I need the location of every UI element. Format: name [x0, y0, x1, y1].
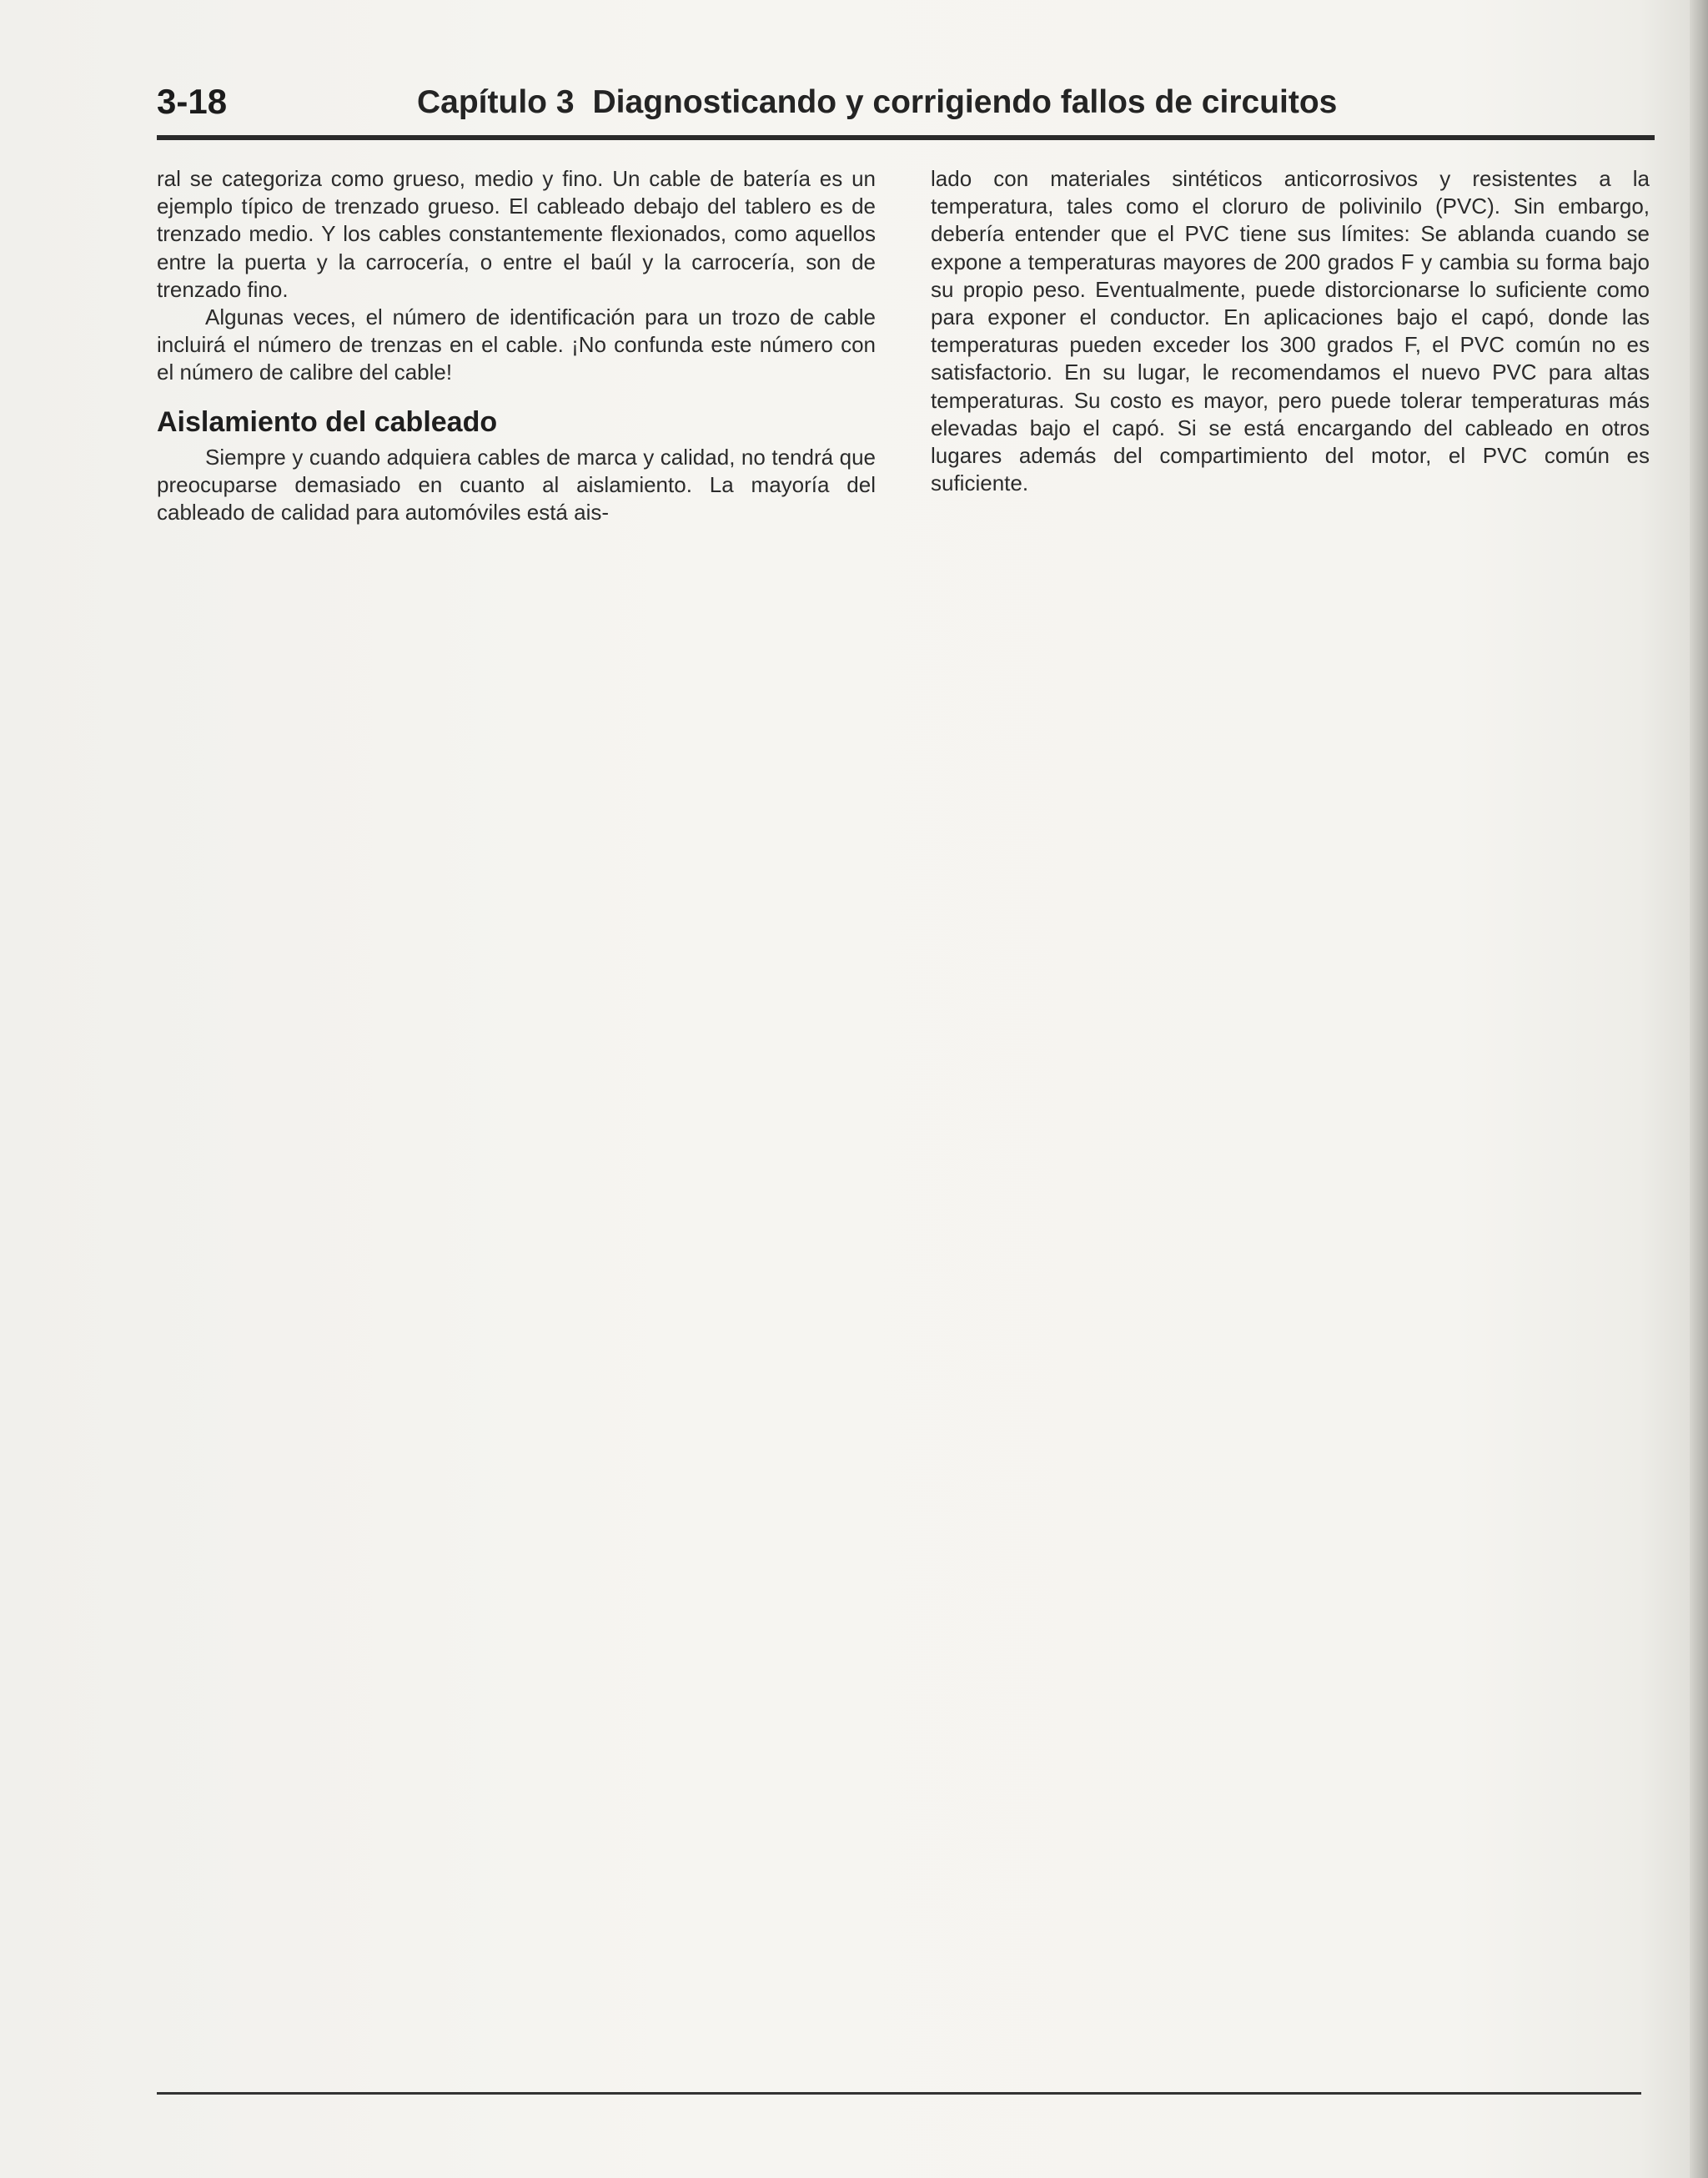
page-edge-shadow	[1690, 0, 1708, 2178]
chapter-heading	[417, 84, 1337, 121]
left-column	[157, 165, 876, 526]
chapter-label: Capítulo 3	[417, 84, 575, 120]
page-number: 3-18	[157, 82, 228, 121]
left-paragraph-1: ral se categoriza como grueso, medio y fino. Un cable de batería es un ejemplo típico de trenzado grueso. El cableado debajo del tablero es de trenzado medio. Y los cables constantemente flexionados, como aquellos entre la puerta y la carrocería, o entre el baúl y la carrocería, son de trenzado fino.	[157, 166, 876, 302]
section-heading: Aislamiento del cableado	[157, 405, 498, 438]
page-header	[157, 82, 1654, 132]
chapter-title: Diagnosticando y corrigiendo fallos de circuitos	[592, 84, 1338, 120]
header-rule	[157, 135, 1655, 140]
footer-rule	[157, 2092, 1641, 2095]
left-paragraph-3: Siempre y cuando adquiera cables de marca y calidad, no tendrá que preocuparse demasiado en cuanto al aislamiento. La mayoría del cableado de calidad para automóviles está ais-	[157, 444, 876, 526]
right-column	[931, 165, 1650, 497]
left-paragraph-2: Algunas veces, el número de identificación para un trozo de cable incluirá el número de trenzas en el cable. ¡No confunda este número con el número de calibre del cable!	[157, 304, 876, 385]
right-paragraph-1: lado con materiales sintéticos anticorrosivos y resistentes a la temperatura, tales como el cloruro de polivinilo (PVC). Sin embargo, debería entender que el PVC tiene sus límites: Se ablanda cuando se expone a temperaturas mayores de 200 grados F y cambia su forma bajo su propio peso. Eventualmente, puede distorcionarse lo suficiente como para exponer el conductor. En aplicaciones bajo el capó, donde las temperaturas pueden exceder los 300 grados F, el PVC común no es satisfactorio. En su lugar, le recomendamos el nuevo PVC para altas temperaturas. Su costo es mayor, pero puede tolerar temperaturas más elevadas bajo el capó. Si se está encargando del cableado en otros lugares además del compartimiento del motor, el PVC común es suficiente.	[931, 166, 1650, 496]
